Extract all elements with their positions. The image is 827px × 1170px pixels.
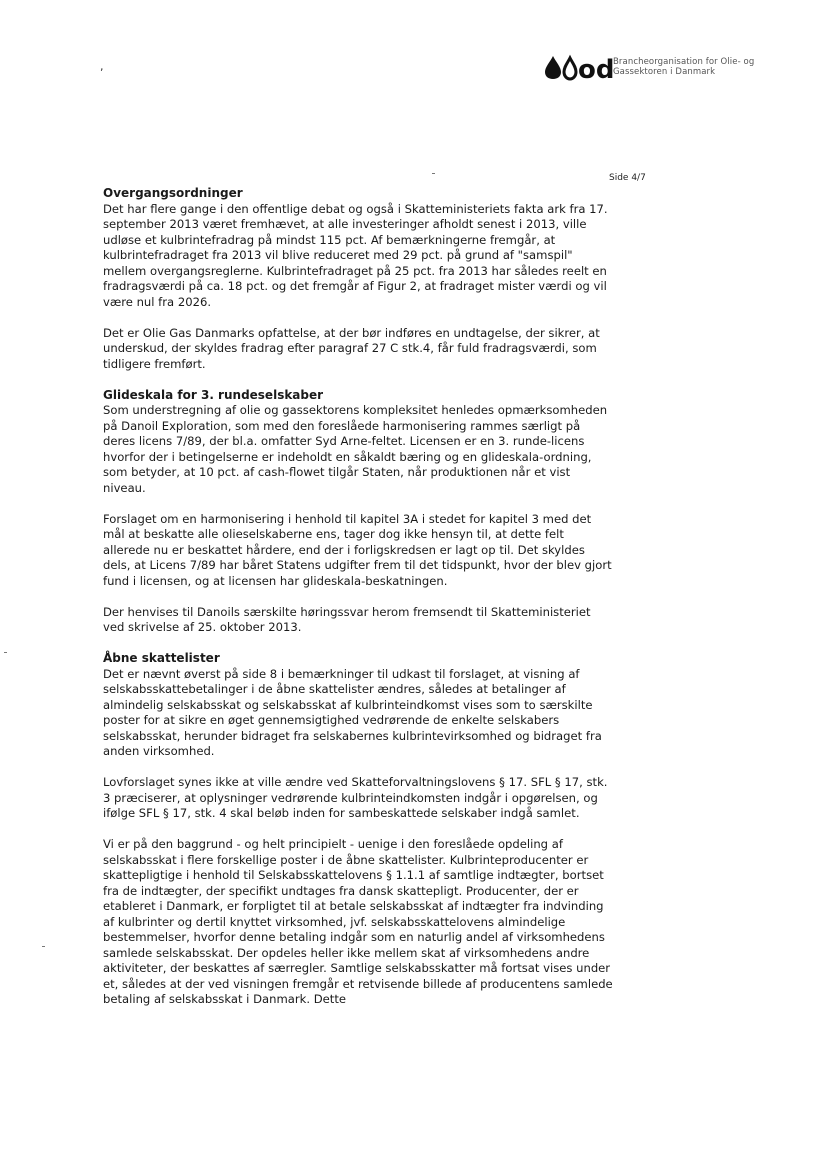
section-glideskala [103, 388, 613, 636]
section-aabne-skattelister [103, 651, 613, 1008]
oil-drop-logo-icon [543, 54, 615, 85]
logo-wordmark: od [578, 55, 615, 85]
stray-mark: , [100, 60, 104, 73]
section-overgangsordninger [103, 186, 613, 372]
paragraph: Der henvises til Danoils særskilte høringssvar herom fremsendt til Skatteministeriet ved skrivelse af 25. oktober 2013. [103, 604, 591, 634]
scan-speck [432, 173, 435, 174]
section-heading: Åbne skattelister [103, 651, 220, 665]
scan-speck [42, 946, 45, 947]
logo-caption-line2: Gassektoren i Danmark [613, 67, 716, 77]
paragraph: Det har flere gange i den offentlige debat og også i Skatteministeriets fakta ark fra 17. september 2013 været fremhævet, at alle investeringer afholdt senest i 2013, ville udløse et kulbrintefradrag på mindst 115 pct. Af bemærkningerne fremgår, at kulbrintefradraget fra 2013 vil blive reduceret med 29 pct. på grund af "samspil" mellem overgangsreglerne. Kulbrintefradraget på 25 pct. fra 2013 har således reelt en fradragsværdi på ca. 18 pct. og det fremgår af Figur 2, at fradraget mister værdi og vil være nul fra 2026. [103, 201, 608, 309]
organization-logo [543, 54, 755, 85]
paragraph: Forslaget om en harmonisering i henhold til kapitel 3A i stedet for kapitel 3 med det mål at beskatte alle olieselskaberne ens, tager dog ikke hensyn til, at dette felt allerede nu er beskattet hårdere, end der i forligskredsen er lagt op til. Det skyldes dels, at Licens 7/89 har båret Statens udgifter frem til det tidspunkt, hvor der blev gjort fund i licensen, og at licensen har glideskala-beskatningen. [103, 511, 612, 588]
section-heading: Overgangsordninger [103, 186, 243, 200]
document-body [103, 186, 613, 1023]
section-heading: Glideskala for 3. rundeselskaber [103, 387, 324, 402]
page-number: Side 4/7 [609, 173, 646, 183]
paragraph: Lovforslaget synes ikke at ville ændre ved Skatteforvaltningslovens § 17. SFL § 17, stk. 3 præciserer, at oplysninger vedrørende kulbrinteindkomsten indgår i opgørelsen, og ifølge SFL § 17, stk. 4 skal beløb inden for sambeskattede selskaber indgå samlet. [103, 775, 608, 820]
paragraph: Vi er på den baggrund - og helt principielt - uenige i den foreslåede opdeling af selskabsskat i flere forskellige poster i de åbne skattelister. Kulbrinteproducenter er skattepligtige i henhold til Selskabsskattelovens § 1.1.1 af samtlige indtægter, bortset fra de indtægter, der specifikt undtages fra dansk skattepligt. Producenter, der er etableret i Danmark, er forpligtet til at betale selskabsskat af indtægter fra indvinding af kulbrinter og dertil knyttet virksomhed, jvf. selskabsskattelovens almindelige bestemmelser, hvorfor denne betaling indgår som en naturlig andel af virksomhedens samlede selskabsskat. Der opdeles heller ikke mellem skat af virksomhedens andre aktiviteter, der beskattes af særregler. Samtlige selskabsskatter må fortsat vises under et, således at der ved visningen fremgår et retvisende billede af producentens samlede betaling af selskabsskat i Danmark. Dette [103, 837, 613, 1006]
scan-speck [4, 652, 7, 653]
paragraph: Det er Olie Gas Danmarks opfattelse, at der bør indføres en undtagelse, der sikrer, at underskud, der skyldes fradrag efter paragraf 27 C stk.4, får fuld fradragsværdi, som tidligere fremført. [103, 325, 600, 371]
paragraph: Som understregning af olie og gassektorens kompleksitet henledes opmærksomheden på Danoil Exploration, som med den foreslåede harmonisering rammes særligt på deres licens 7/89, der bl.a. omfatter Syd Arne-feltet. Licensen er en 3. runde-licens hvorfor der i betingelserne er indeholdt en såkaldt bæring og en glideskala-ordning, som betyder, at 10 pct. af cash-flowet tilgår Staten, når produktionen når et vist niveau. [103, 403, 608, 495]
logo-caption [613, 57, 754, 77]
logo-caption-line1: Brancheorganisation for Olie- og [613, 57, 755, 67]
paragraph: Det er nævnt øverst på side 8 i bemærkninger til udkast til forslaget, at visning af selskabsskattebetalinger i de åbne skattelister ændres, således at betalinger af almindelig selskabsskat og selskabsskat af kulbrinteindkomst vises som to særskilte poster for at sikre en øget gennemsigtighed vedrørende de enkelte selskabers selskabsskat, herunder bidraget fra selskabernes kulbrintevirksomhed og bidraget fra anden virksomhed. [103, 666, 602, 758]
